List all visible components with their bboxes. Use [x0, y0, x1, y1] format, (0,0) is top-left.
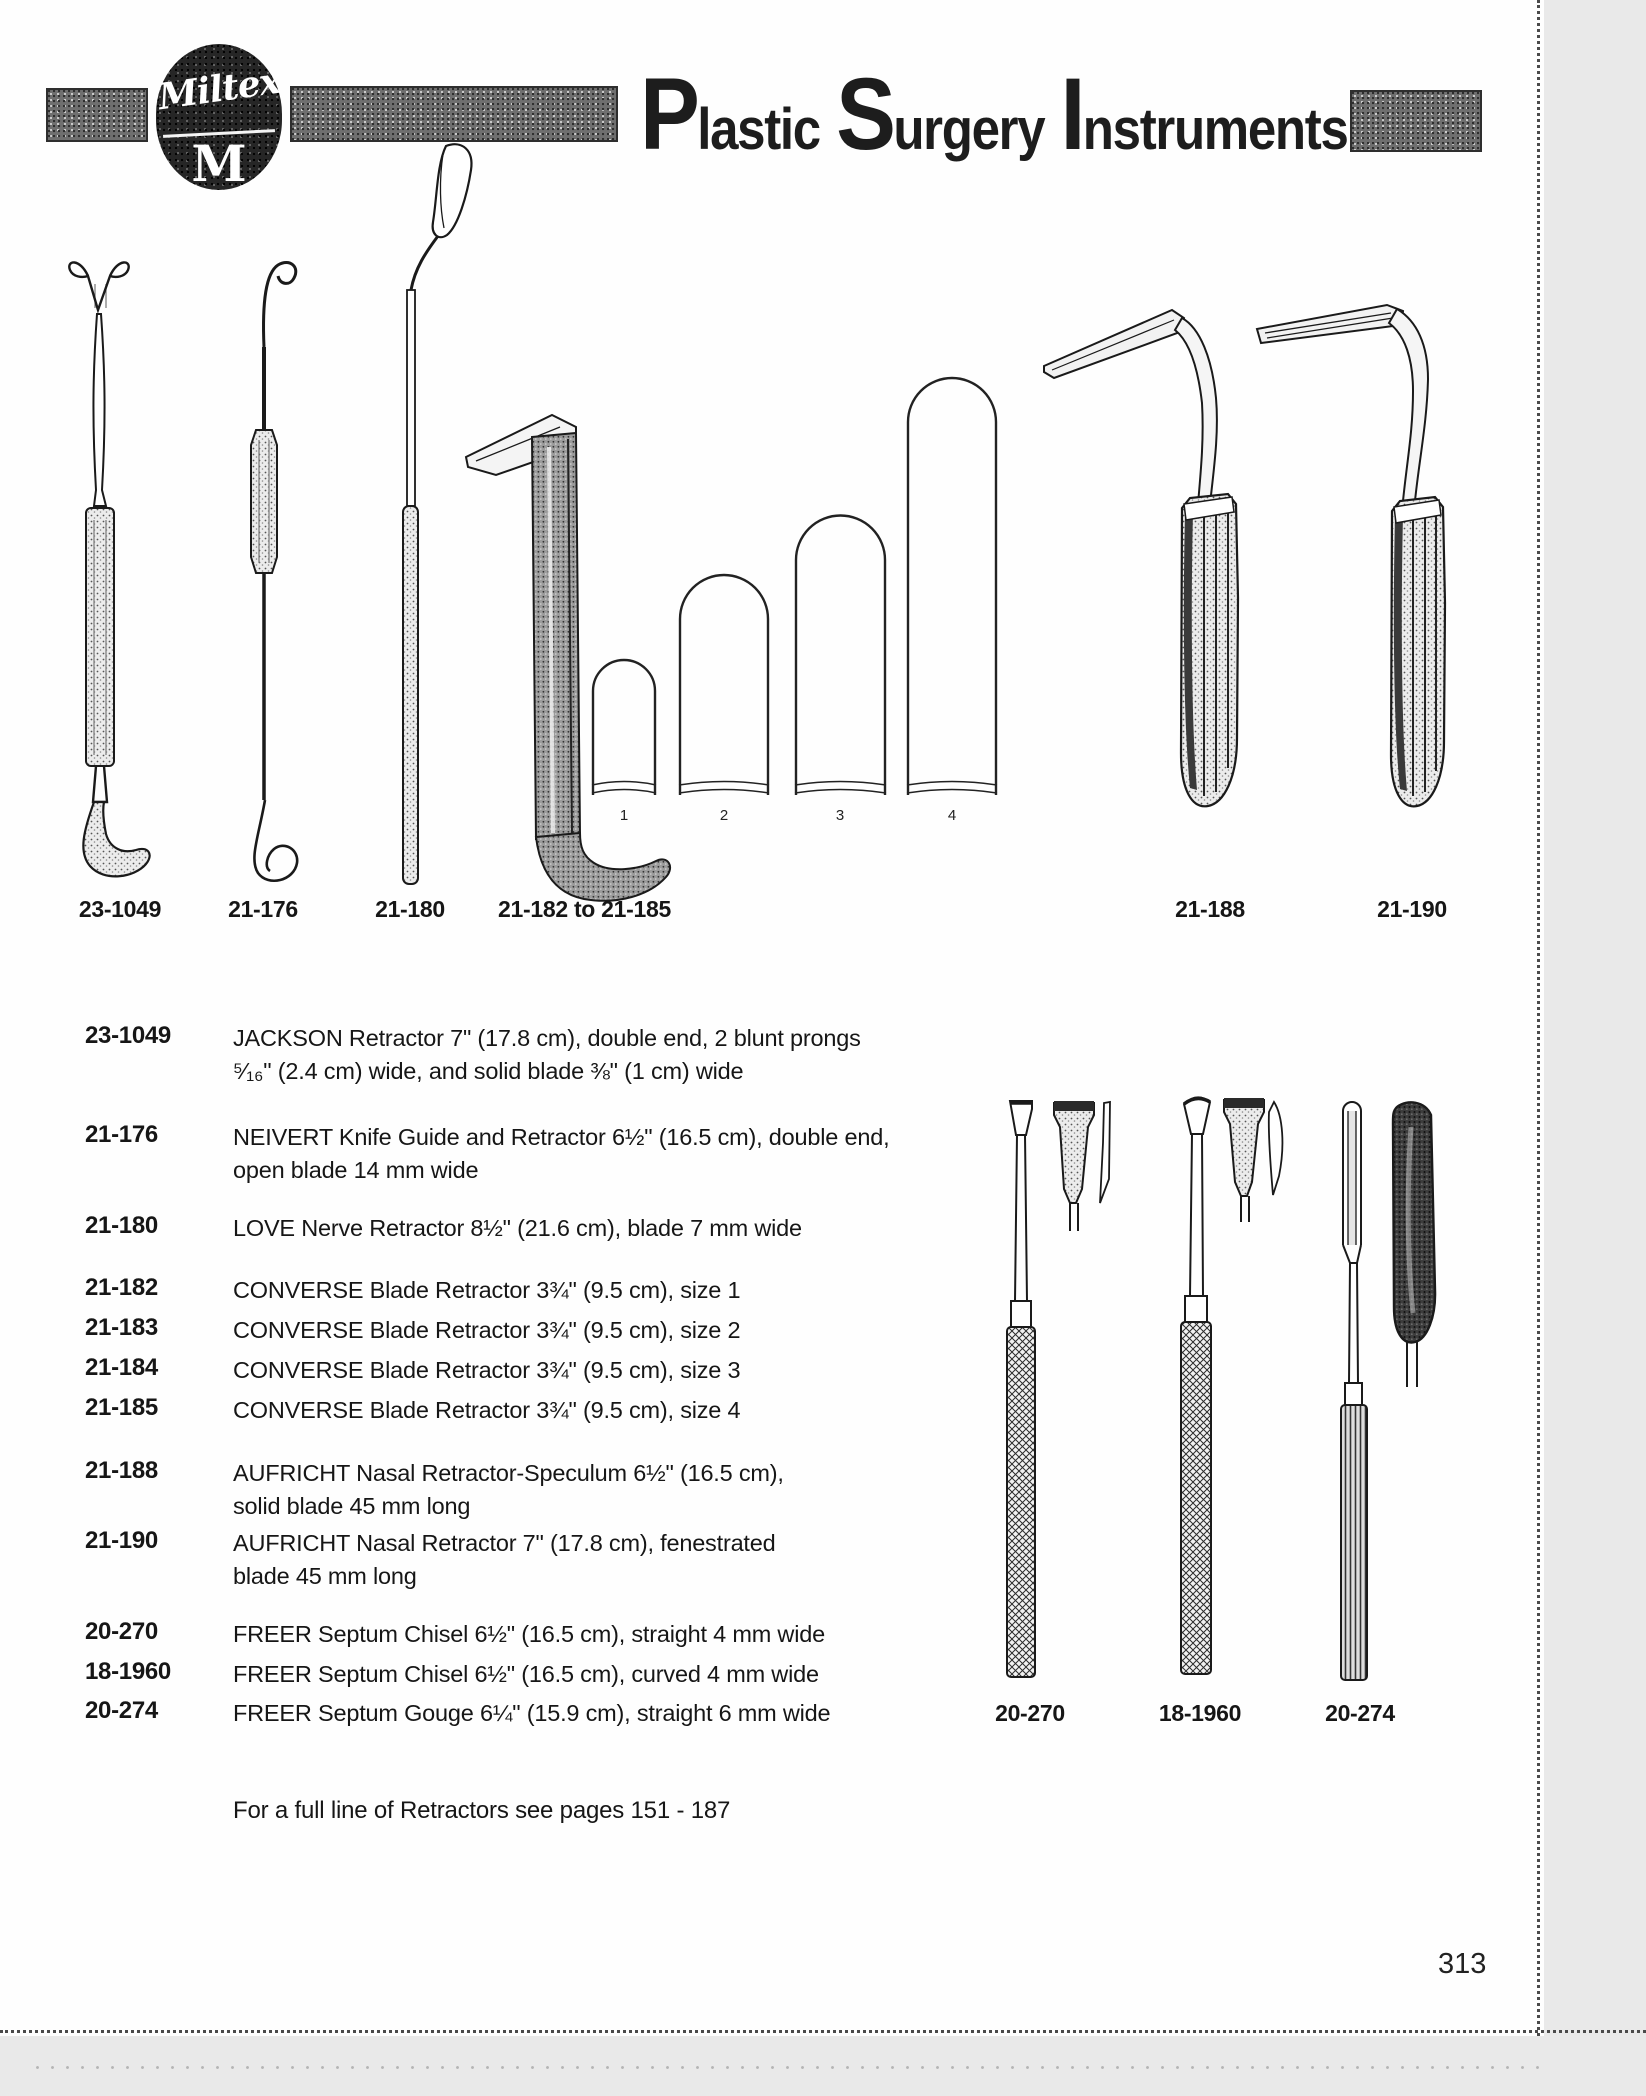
- catalog-desc-line: FREER Septum Chisel 6½" (16.5 cm), straight 4 mm wide: [233, 1621, 825, 1647]
- catalog-description: [233, 1121, 930, 1187]
- header-bar-right: [1350, 90, 1482, 152]
- catalog-code: 21-182: [85, 1274, 158, 1301]
- aufricht-retractor-fenestrated-figure: [1247, 293, 1452, 823]
- catalog-desc-line: CONVERSE Blade Retractor 3¾" (9.5 cm), size 3: [233, 1357, 741, 1383]
- catalog-row: [85, 1618, 930, 1651]
- catalog-code: 21-184: [85, 1354, 158, 1381]
- catalog-desc-line: LOVE Nerve Retractor 8½" (21.6 cm), blade 7 mm wide: [233, 1215, 802, 1241]
- catalog-description: [233, 1022, 930, 1088]
- title-word: [640, 57, 820, 171]
- catalog-row: [85, 1212, 930, 1245]
- catalog-row: [85, 1121, 930, 1187]
- catalog-code: 21-188: [85, 1457, 158, 1484]
- catalog-desc-line: JACKSON Retractor 7" (17.8 cm), double end, 2 blunt prongs: [233, 1025, 861, 1051]
- figure-label: 20-270: [995, 1700, 1065, 1726]
- catalog-code: 21-176: [85, 1121, 158, 1148]
- figure-label: 21-176: [228, 896, 298, 922]
- catalog-code: 21-180: [85, 1212, 158, 1239]
- jackson-retractor-figure: [60, 250, 165, 890]
- header-bar-middle: [290, 86, 618, 142]
- catalog-row: [85, 1274, 930, 1307]
- figure-label: 23-1049: [78, 896, 162, 922]
- catalog-row: [85, 1697, 930, 1730]
- right-dashed-border: [1537, 0, 1540, 2036]
- catalog-desc-line: CONVERSE Blade Retractor 3¾" (9.5 cm), size 1: [233, 1277, 741, 1303]
- blade-size-label: 2: [719, 807, 729, 824]
- catalog-desc-line: AUFRICHT Nasal Retractor-Speculum 6½" (16.5 cm),: [233, 1460, 784, 1486]
- figure-label: 21-180: [375, 896, 445, 922]
- scan-speckles: [30, 2064, 1542, 2071]
- catalog-desc-line: CONVERSE Blade Retractor 3¾" (9.5 cm), size 4: [233, 1397, 741, 1423]
- title-initial: P: [640, 57, 698, 171]
- freer-gouge-figure: [1333, 1095, 1453, 1695]
- blade-size-label: 1: [619, 807, 629, 824]
- catalog-description: [233, 1274, 930, 1307]
- catalog-desc-line: open blade 14 mm wide: [233, 1157, 479, 1183]
- title-rest: nstruments: [1082, 97, 1348, 162]
- title-initial: I: [1060, 57, 1083, 171]
- page-number: 313: [1438, 1948, 1487, 1980]
- title-word: [1060, 57, 1348, 171]
- catalog-description: [233, 1212, 930, 1245]
- freer-chisel-straight-figure: [998, 1093, 1118, 1693]
- page-title: [640, 56, 1360, 173]
- catalog-code: 18-1960: [85, 1658, 171, 1685]
- catalog-description: [233, 1457, 930, 1523]
- catalog-desc-line: NEIVERT Knife Guide and Retractor 6½" (16.5 cm), double end,: [233, 1124, 890, 1150]
- catalog-row: [85, 1527, 930, 1593]
- bottom-dashed-border: [0, 2030, 1646, 2033]
- title-word: [836, 57, 1045, 171]
- catalog-description: [233, 1618, 930, 1651]
- blade-size-label: 4: [947, 807, 957, 824]
- figure-label: 20-274: [1325, 1700, 1395, 1726]
- catalog-desc-line: CONVERSE Blade Retractor 3¾" (9.5 cm), size 2: [233, 1317, 741, 1343]
- catalog-desc-line: FREER Septum Chisel 6½" (16.5 cm), curved 4 mm wide: [233, 1661, 819, 1687]
- catalog-row: [85, 1022, 930, 1088]
- miltex-logo: [155, 44, 283, 193]
- figure-label: 21-182 to 21-185: [498, 896, 671, 922]
- figure-label: 21-190: [1377, 896, 1447, 922]
- catalog-description: [233, 1314, 930, 1347]
- catalog-row: [85, 1354, 930, 1387]
- brand-initial: M: [191, 134, 247, 193]
- catalog-row: [85, 1394, 930, 1427]
- figure-label: 21-188: [1175, 896, 1245, 922]
- catalog-description: [233, 1697, 930, 1730]
- retractors-note: For a full line of Retractors see pages 151 - 187: [233, 1797, 731, 1824]
- catalog-desc-line: blade 45 mm long: [233, 1563, 417, 1589]
- catalog-code: 21-190: [85, 1527, 158, 1554]
- catalog-description: [233, 1527, 930, 1593]
- header-bar-left: [46, 88, 148, 142]
- aufricht-retractor-speculum-figure: [1032, 298, 1247, 823]
- catalog-desc-line: solid blade 45 mm long: [233, 1493, 471, 1519]
- neivert-knife-guide-figure: [222, 255, 312, 890]
- title-rest: urgery: [893, 97, 1045, 162]
- catalog-code: 21-185: [85, 1394, 158, 1421]
- catalog-row: [85, 1457, 930, 1523]
- catalog-code: 20-270: [85, 1618, 158, 1645]
- catalog-row: [85, 1658, 930, 1691]
- title-rest: lastic: [697, 97, 820, 162]
- catalog-code: 20-274: [85, 1697, 158, 1724]
- title-initial: S: [836, 57, 894, 171]
- catalog-desc-line: FREER Septum Gouge 6¼" (15.9 cm), straight 6 mm wide: [233, 1700, 831, 1726]
- freer-chisel-curved-figure: [1172, 1090, 1292, 1690]
- catalog-code: 21-183: [85, 1314, 158, 1341]
- catalog-description: [233, 1658, 930, 1691]
- catalog-desc-line: ⁵⁄₁₆" (2.4 cm) wide, and solid blade ⅜" (1 cm) wide: [233, 1058, 744, 1084]
- catalog-description: [233, 1394, 930, 1427]
- right-margin-band: [1544, 0, 1646, 2096]
- catalog-description: [233, 1354, 930, 1387]
- catalog-desc-line: AUFRICHT Nasal Retractor 7" (17.8 cm), fenestrated: [233, 1530, 776, 1556]
- catalog-code: 23-1049: [85, 1022, 171, 1049]
- blade-size-label: 3: [835, 807, 845, 824]
- brand-script: Miltex: [155, 59, 283, 119]
- figure-label: 18-1960: [1158, 1700, 1242, 1726]
- catalog-row: [85, 1314, 930, 1347]
- converse-blade-sizes-figure: [583, 373, 1013, 828]
